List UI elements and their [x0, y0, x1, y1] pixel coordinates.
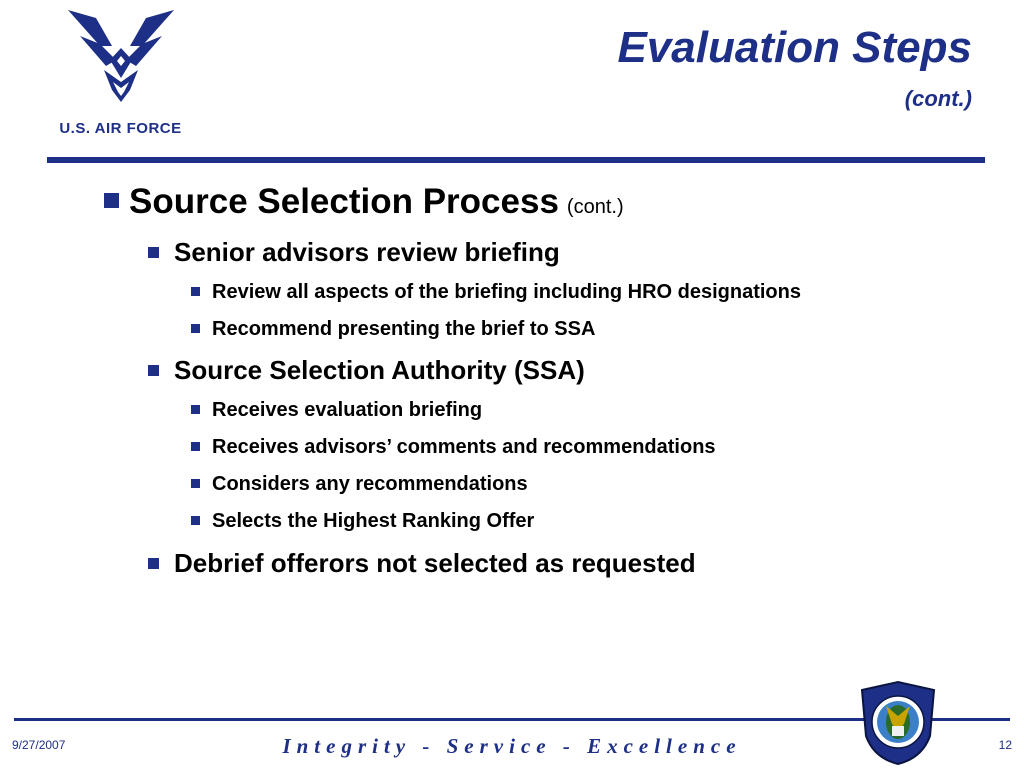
list-item-text: Review all aspects of the briefing including HRO designations	[212, 281, 801, 303]
list-item	[191, 510, 534, 533]
bullet-square-icon	[104, 193, 119, 208]
section-bullet-text: Senior advisors review briefing	[174, 237, 560, 267]
main-bullet-suffix: (cont.)	[566, 196, 624, 218]
page-number: 12	[998, 738, 1012, 752]
list-item-text: Considers any recommendations	[212, 473, 528, 495]
section-bullet	[148, 237, 560, 268]
footer-motto: Integrity - Service - Excellence	[282, 734, 742, 758]
list-item-text: Receives advisors’ comments and recommendations	[212, 436, 716, 458]
list-item-text: Selects the Highest Ranking Offer	[212, 510, 535, 532]
bullet-square-icon	[191, 324, 200, 333]
air-force-wordmark: U.S. AIR FORCE	[59, 120, 182, 137]
section-bullet	[148, 355, 585, 386]
list-item	[191, 436, 716, 459]
bullet-square-icon	[191, 516, 200, 525]
main-bullet	[104, 182, 624, 222]
bullet-square-icon	[191, 287, 200, 296]
list-item	[191, 281, 801, 304]
list-item	[191, 473, 528, 496]
footer-date: 9/27/2007	[12, 738, 66, 752]
main-bullet-text: Source Selection Process	[129, 182, 559, 221]
bullet-square-icon	[148, 247, 159, 258]
bullet-square-icon	[191, 479, 200, 488]
section-bullet-text: Debrief offerors not selected as requested	[174, 548, 696, 578]
bullet-square-icon	[191, 442, 200, 451]
section-bullet-text: Source Selection Authority (SSA)	[174, 355, 585, 385]
bullet-square-icon	[148, 365, 159, 376]
list-item	[191, 399, 482, 422]
list-item-text: Recommend presenting the brief to SSA	[212, 318, 596, 340]
page-title: Evaluation Steps	[617, 23, 972, 72]
list-item	[191, 318, 595, 341]
list-item-text: Receives evaluation briefing	[212, 399, 483, 421]
bullet-square-icon	[148, 558, 159, 569]
section-bullet	[148, 548, 696, 579]
page-subtitle: (cont.)	[904, 86, 972, 111]
bullet-square-icon	[191, 405, 200, 414]
